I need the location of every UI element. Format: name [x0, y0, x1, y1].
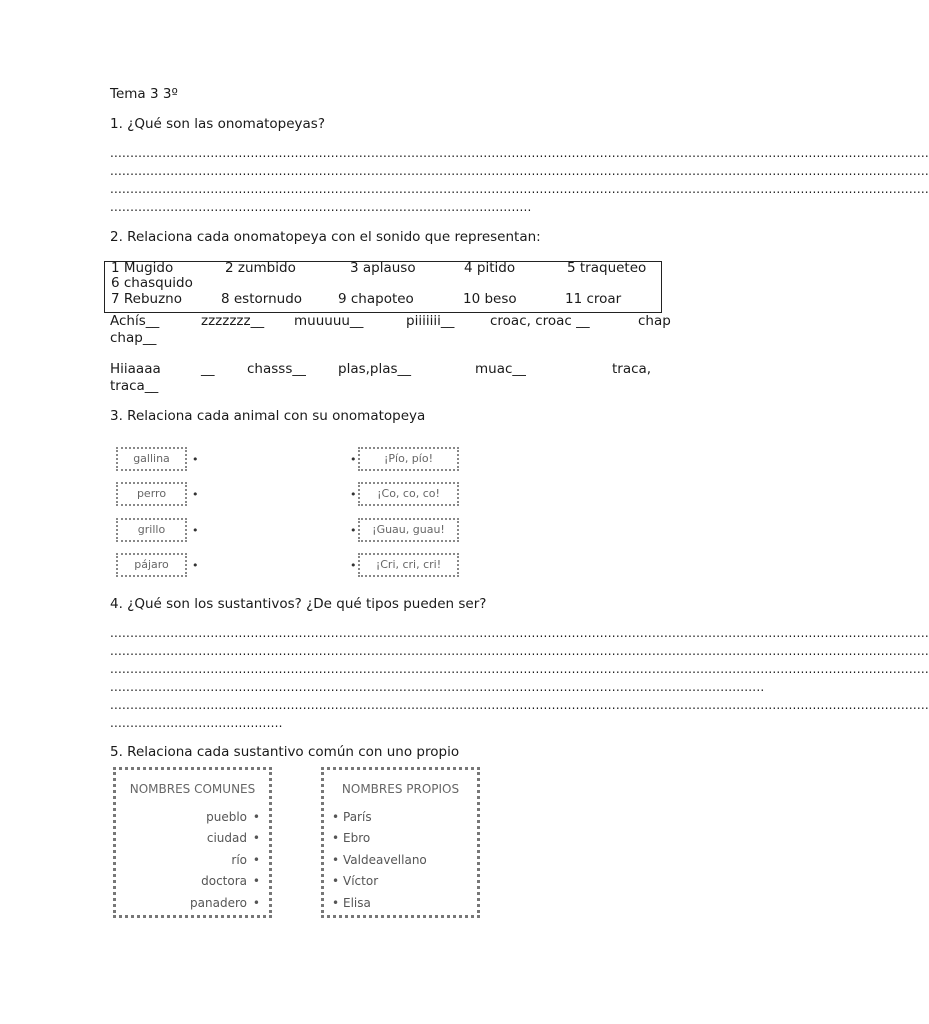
question-3: 3. Relaciona cada animal con su onomatopeya: [110, 408, 426, 424]
bullet: •: [332, 810, 340, 824]
answer-line: ............................................................................................................................................................................................................: [110, 662, 929, 676]
answer-line: ............................................................................................................................................................................................................: [110, 164, 929, 178]
onomatopoeia-item: traca__: [110, 378, 159, 394]
answer-line: ............................................................................................................................................................................................................: [110, 182, 929, 196]
bullet: •: [252, 896, 260, 910]
onomatopoeia-item: plas,plas__: [338, 361, 412, 377]
sound-box: ¡Co, co, co!: [358, 482, 459, 506]
onomatopoeia-item: muuuuu__: [294, 313, 364, 329]
animal-box: grillo: [116, 518, 187, 542]
sound-box: ¡Cri, cri, cri!: [358, 553, 459, 577]
onomatopoeia-item: Hiiaaaa: [110, 361, 161, 377]
onomatopoeia-item: chap__: [110, 330, 157, 346]
bullet: •: [252, 831, 260, 845]
sound-item: 4 pitido: [464, 260, 516, 276]
answer-line: .........................................................................................................: [110, 200, 532, 214]
proper-nouns-title: NOMBRES PROPIOS: [341, 782, 460, 796]
proper-noun: París: [343, 810, 372, 824]
bullet: •: [192, 524, 199, 537]
onomatopoeia-item: croac, croac __: [490, 313, 590, 329]
sound-item: 10 beso: [463, 291, 517, 307]
bullet: •: [192, 488, 199, 501]
onomatopoeia-item: chasss__: [247, 361, 306, 377]
answer-line: ............................................................................................................................................................................................................: [110, 146, 929, 160]
answer-line: ............................................................................................................................................................................................................: [110, 626, 929, 640]
sounds-box: [104, 261, 662, 313]
bullet: •: [252, 810, 260, 824]
sound-item: 6 chasquido: [111, 275, 193, 291]
sound-item: 1 Mugido: [111, 260, 174, 276]
sound-item: 11 croar: [565, 291, 622, 307]
sound-item: 9 chapoteo: [338, 291, 414, 307]
answer-line: ...........................................: [110, 716, 283, 730]
onomatopoeia-item: chap: [638, 313, 671, 329]
common-noun: ciudad: [206, 831, 247, 845]
common-noun: pueblo: [206, 810, 247, 824]
page-title: Tema 3 3º: [110, 86, 178, 102]
bullet: •: [350, 559, 357, 572]
proper-noun: Ebro: [343, 831, 371, 845]
animal-box: gallina: [116, 447, 187, 471]
animal-box: perro: [116, 482, 187, 506]
sound-item: 5 traqueteo: [567, 260, 647, 276]
bullet: •: [192, 453, 199, 466]
proper-noun: Víctor: [343, 874, 379, 888]
question-4: 4. ¿Qué son los sustantivos? ¿De qué tipos pueden ser?: [110, 596, 487, 612]
onomatopoeia-item: zzzzzzz__: [201, 313, 265, 329]
common-noun: panadero: [190, 896, 247, 910]
question-1: 1. ¿Qué son las onomatopeyas?: [110, 116, 325, 132]
common-nouns-title: NOMBRES COMUNES: [129, 782, 256, 796]
proper-noun: Elisa: [343, 896, 371, 910]
sound-item: 7 Rebuzno: [111, 291, 182, 307]
bullet: •: [332, 896, 340, 910]
common-nouns-panel: [113, 767, 272, 918]
bullet: •: [252, 874, 260, 888]
bullet: •: [332, 874, 340, 888]
answer-line: ...................................................................................................................................................................: [110, 680, 765, 694]
sound-item: 2 zumbido: [225, 260, 296, 276]
onomatopoeia-item: piiiiiii__: [406, 313, 455, 329]
bullet: •: [350, 453, 357, 466]
bullet: •: [332, 831, 340, 845]
onomatopoeia-item: Achís__: [110, 313, 160, 329]
proper-noun: Valdeavellano: [343, 853, 427, 867]
sound-item: 8 estornudo: [221, 291, 303, 307]
sound-box: ¡Guau, guau!: [358, 518, 459, 542]
animal-box: pájaro: [116, 553, 187, 577]
bullet: •: [332, 853, 340, 867]
question-2: 2. Relaciona cada onomatopeya con el sonido que representan:: [110, 229, 541, 245]
onomatopoeia-item: muac__: [475, 361, 526, 377]
onomatopoeia-item: traca,: [612, 361, 652, 377]
sound-box: ¡Pío, pío!: [358, 447, 459, 471]
bullet: •: [252, 853, 260, 867]
common-noun: doctora: [201, 874, 247, 888]
bullet: •: [192, 559, 199, 572]
bullet: •: [350, 524, 357, 537]
proper-nouns-panel: [321, 767, 480, 918]
common-noun: río: [231, 853, 247, 867]
onomatopoeia-item: __: [201, 361, 215, 377]
question-5: 5. Relaciona cada sustantivo común con uno propio: [110, 744, 460, 760]
answer-line: ............................................................................................................................................................................................................: [110, 644, 929, 658]
sound-item: 3 aplauso: [350, 260, 416, 276]
answer-line: ............................................................................................................................................................................................................: [110, 698, 929, 712]
bullet: •: [350, 488, 357, 501]
